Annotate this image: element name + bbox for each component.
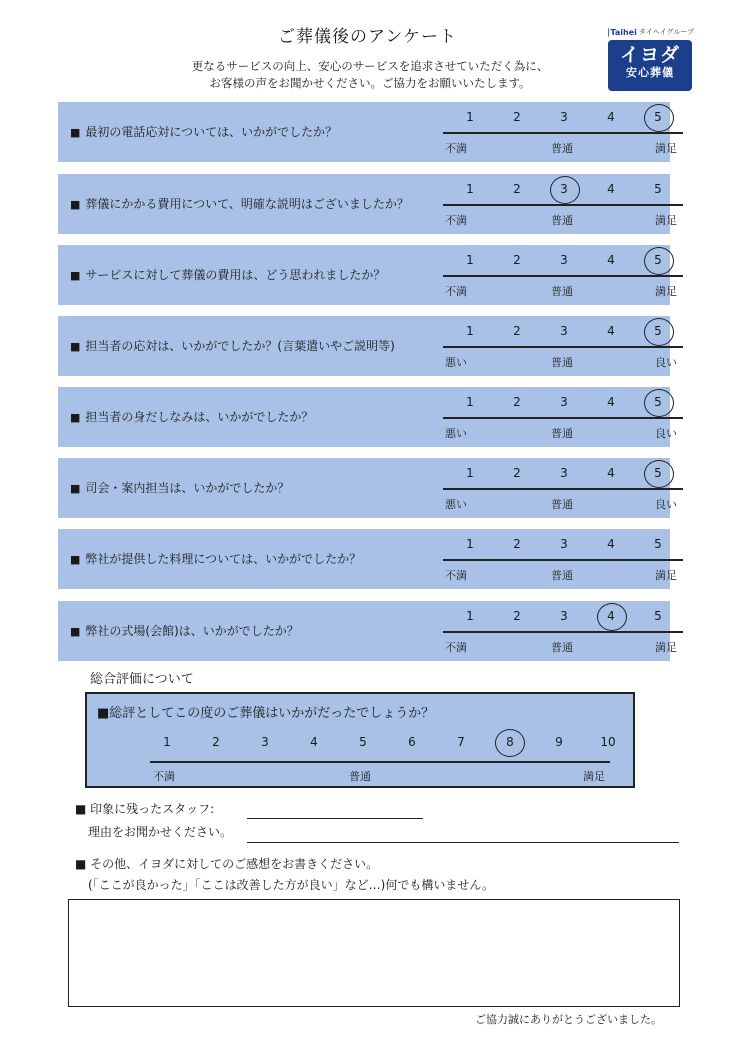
- scale-label-high: 満足: [655, 142, 677, 155]
- group-mark: [608, 27, 694, 37]
- question-text: [70, 337, 395, 354]
- question-row: [58, 458, 677, 518]
- question-row: [58, 102, 677, 162]
- rating-option[interactable]: 2: [513, 324, 521, 338]
- rating-option[interactable]: 2: [513, 537, 521, 551]
- rating-scale: [443, 316, 683, 376]
- rating-option[interactable]: 4: [607, 466, 615, 480]
- question-text: [70, 123, 337, 140]
- rating-option[interactable]: 2: [513, 253, 521, 267]
- rating-option[interactable]: 1: [466, 395, 474, 409]
- scale-label-mid: 普通: [551, 498, 573, 511]
- thanks-text: ご協力誠にありがとうございました。: [475, 1013, 662, 1026]
- bullet-square-icon: ■: [70, 411, 81, 424]
- rating-option[interactable]: 4: [607, 110, 615, 124]
- rating-scale: [443, 102, 683, 162]
- scale-label-high: 良い: [655, 356, 677, 369]
- bullet-square-icon: ■: [70, 126, 81, 139]
- question-text: [70, 408, 313, 425]
- question-row: [58, 245, 677, 305]
- brand-tagline: 安心葬儀: [626, 66, 674, 79]
- overall-rating-option[interactable]: 6: [408, 735, 416, 749]
- group-name: Taihei: [610, 27, 637, 37]
- rating-option[interactable]: 2: [513, 182, 521, 196]
- rating-option[interactable]: 3: [560, 110, 568, 124]
- rating-scale: [443, 245, 683, 305]
- scale-label-mid: 普通: [551, 285, 573, 298]
- overall-question: ■総評としてこの度のご葬儀はいかがだったでしょうか？: [97, 706, 435, 721]
- overall-rating-option[interactable]: 3: [261, 735, 269, 749]
- overall-label-high: 満足: [583, 770, 605, 783]
- scale-label-mid: 普通: [551, 214, 573, 227]
- overall-rating-option[interactable]: 8: [498, 735, 522, 749]
- rating-option[interactable]: 2: [513, 110, 521, 124]
- other-comments-label: ■ その他、イヨダに対してのご感想をお書きください。: [75, 857, 379, 871]
- rating-option[interactable]: 1: [466, 537, 474, 551]
- rating-option[interactable]: 4: [607, 324, 615, 338]
- scale-line: [443, 488, 683, 490]
- bullet-square-icon: ■: [70, 625, 81, 638]
- question-label: 葬儀にかかる費用について、明確な説明はございましたか？: [85, 197, 409, 211]
- rating-option[interactable]: 1: [466, 324, 474, 338]
- bullet-square-icon: ■: [70, 553, 81, 566]
- intro-line-1: 更なるサービスの向上、安心のサービスを追求させていただく為に、: [191, 59, 549, 73]
- question-row: [58, 316, 677, 376]
- question-row: [58, 601, 677, 661]
- question-label: 担当者の応対は、いかがでしたか？(言葉遣いやご説明等): [85, 339, 395, 353]
- scale-label-high: 良い: [655, 427, 677, 440]
- rating-option[interactable]: 3: [560, 609, 568, 623]
- group-suffix: タイヘイグループ: [638, 28, 694, 36]
- rating-option[interactable]: 3: [560, 324, 568, 338]
- scale-line: [443, 346, 683, 348]
- question-text: [70, 550, 361, 567]
- rating-option[interactable]: 5: [648, 253, 668, 267]
- rating-option[interactable]: 4: [607, 395, 615, 409]
- rating-option[interactable]: 2: [513, 466, 521, 480]
- question-row: [58, 529, 677, 589]
- reason-input-line[interactable]: [247, 842, 679, 843]
- question-label: 弊社の式場(会館)は、いかがでしたか？: [85, 624, 299, 638]
- rating-option[interactable]: 3: [554, 182, 574, 196]
- scale-label-mid: 普通: [551, 142, 573, 155]
- scale-line: [443, 275, 683, 277]
- scale-label-low: 不満: [445, 569, 467, 582]
- question-label: サービスに対して葬儀の費用は、どう思われましたか？: [85, 268, 386, 282]
- overall-rating-option[interactable]: 4: [310, 735, 318, 749]
- rating-scale: [443, 387, 683, 447]
- scale-label-low: 悪い: [445, 427, 467, 440]
- scale-line: [443, 631, 683, 633]
- question-text: [70, 622, 299, 639]
- rating-option[interactable]: 1: [466, 466, 474, 480]
- other-comments-hint: (「ここが良かった」「ここは改善した方が良い」など…)何でも構いません。: [88, 878, 495, 892]
- question-label: 担当者の身だしなみは、いかがでしたか？: [85, 410, 314, 424]
- rating-option[interactable]: 1: [466, 253, 474, 267]
- overall-rating-option[interactable]: 10: [600, 735, 616, 749]
- scale-label-low: 悪い: [445, 498, 467, 511]
- rating-option[interactable]: 1: [466, 110, 474, 124]
- question-row: [58, 387, 677, 447]
- question-label: 最初の電話応対については、いかがでしたか？: [85, 125, 338, 139]
- question-text: [70, 479, 289, 496]
- overall-scale-line: [150, 761, 610, 763]
- rating-option[interactable]: 4: [607, 537, 615, 551]
- rating-option[interactable]: 5: [654, 609, 662, 623]
- rating-option[interactable]: 3: [560, 395, 568, 409]
- comment-box[interactable]: [68, 899, 680, 1007]
- scale-line: [443, 132, 683, 134]
- rating-option[interactable]: 4: [607, 182, 615, 196]
- overall-rating-option[interactable]: 9: [555, 735, 563, 749]
- scale-label-mid: 普通: [551, 427, 573, 440]
- scale-label-mid: 普通: [551, 641, 573, 654]
- scale-label-mid: 普通: [551, 569, 573, 582]
- rating-option[interactable]: 5: [648, 110, 668, 124]
- scale-label-low: 不満: [445, 214, 467, 227]
- scale-label-high: 満足: [655, 569, 677, 582]
- question-label: 弊社が提供した料理については、いかがでしたか？: [85, 552, 362, 566]
- overall-label-mid: 普通: [349, 770, 371, 783]
- scale-label-high: 満足: [655, 214, 677, 227]
- question-text: [70, 266, 385, 283]
- scale-label-high: 満足: [655, 641, 677, 654]
- company-logo: [608, 27, 694, 91]
- scale-label-mid: 普通: [551, 356, 573, 369]
- brand-box: [608, 40, 692, 91]
- page-title: ご葬儀後のアンケート: [278, 27, 457, 47]
- rating-option[interactable]: 2: [513, 609, 521, 623]
- rating-option[interactable]: 2: [513, 395, 521, 409]
- question-text: [70, 195, 409, 212]
- question-row: [58, 174, 677, 234]
- scale-line: [443, 559, 683, 561]
- rating-scale: [443, 174, 683, 234]
- intro-line-2: お客様の声をお聞かせください。ご協力をお願いいたします。: [209, 76, 531, 90]
- scale-label-low: 不満: [445, 285, 467, 298]
- overall-section-label: 総合評価について: [90, 672, 194, 687]
- overall-rating-option[interactable]: 2: [212, 735, 220, 749]
- rating-scale: [443, 529, 683, 589]
- staff-input-line[interactable]: [247, 818, 423, 819]
- rating-option[interactable]: 1: [466, 609, 474, 623]
- bullet-square-icon: ■: [70, 269, 81, 282]
- rating-option[interactable]: 3: [560, 466, 568, 480]
- rating-option[interactable]: 5: [654, 182, 662, 196]
- overall-rating-option[interactable]: 5: [359, 735, 367, 749]
- rating-option[interactable]: 5: [648, 466, 668, 480]
- rating-option[interactable]: 3: [560, 253, 568, 267]
- scale-label-high: 良い: [655, 498, 677, 511]
- brand-name: イヨダ: [619, 44, 680, 66]
- bullet-square-icon: ■: [70, 198, 81, 211]
- scale-label-low: 悪い: [445, 356, 467, 369]
- rating-option[interactable]: 5: [648, 324, 668, 338]
- scale-line: [443, 417, 683, 419]
- rating-option[interactable]: 4: [601, 609, 621, 623]
- staff-label: ■ 印象に残ったスタッフ:: [75, 802, 215, 816]
- bullet-square-icon: ■: [70, 340, 81, 353]
- bullet-square-icon: ■: [70, 482, 81, 495]
- rating-option[interactable]: 5: [648, 395, 668, 409]
- rating-option[interactable]: 3: [560, 537, 568, 551]
- overall-rating-option[interactable]: 7: [457, 735, 465, 749]
- scale-label-low: 不満: [445, 142, 467, 155]
- question-label: 司会・案内担当は、いかがでしたか？: [85, 481, 290, 495]
- rating-option[interactable]: 4: [607, 253, 615, 267]
- rating-option[interactable]: 5: [654, 537, 662, 551]
- overall-rating-option[interactable]: 1: [163, 735, 171, 749]
- rating-scale: [443, 458, 683, 518]
- rating-option[interactable]: 1: [466, 182, 474, 196]
- intro-text: [150, 58, 590, 92]
- reason-label: 理由をお聞かせください。: [88, 825, 233, 839]
- overall-panel: [85, 692, 635, 788]
- scale-label-low: 不満: [445, 641, 467, 654]
- overall-label-low: 不満: [153, 770, 175, 783]
- rating-scale: [443, 601, 683, 661]
- scale-label-high: 満足: [655, 285, 677, 298]
- scale-line: [443, 204, 683, 206]
